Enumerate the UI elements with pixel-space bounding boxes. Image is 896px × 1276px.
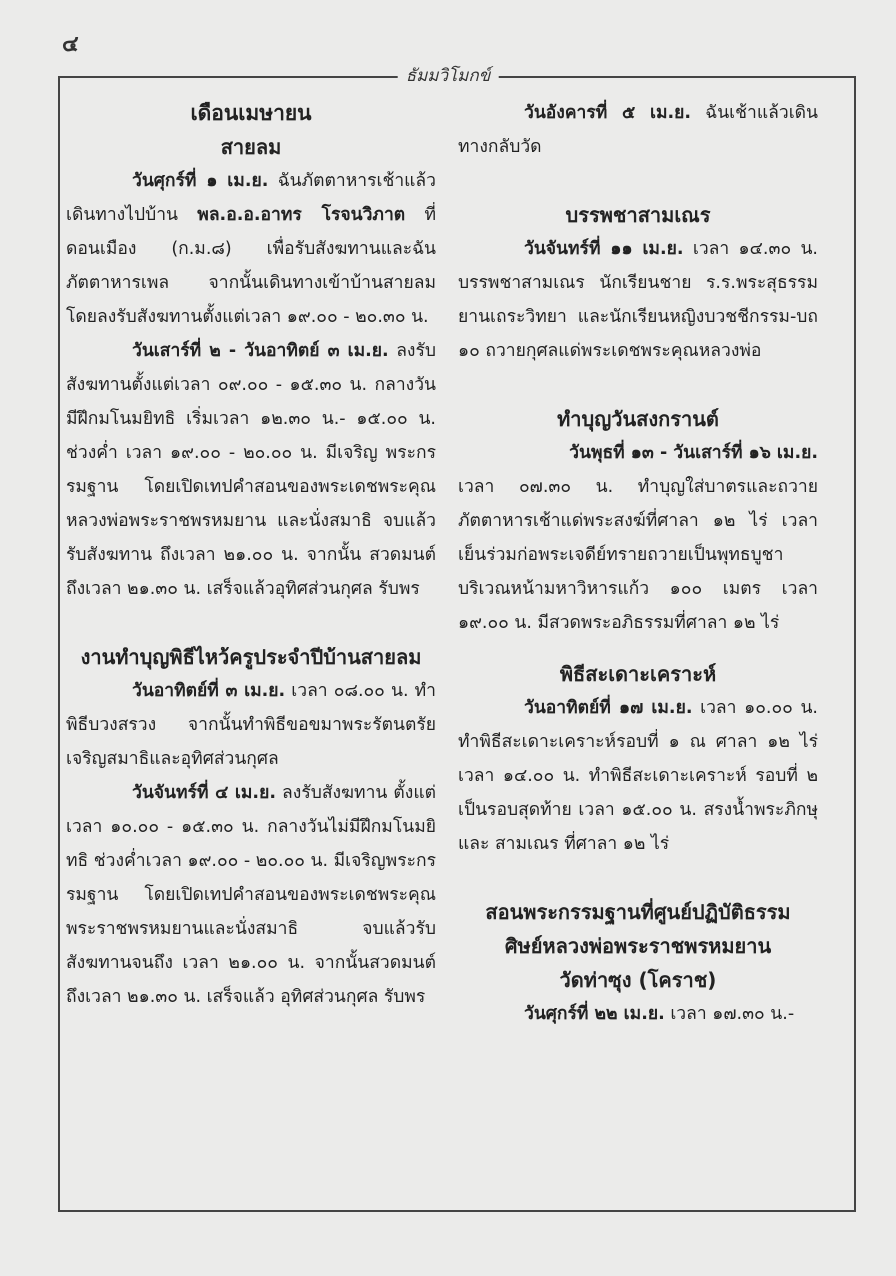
entry-date: วันจันทร์ที่ ๔ เม.ย. [132,783,276,803]
entry-text: เวลา ๐๘.๐๐ น. ทำพิธีบวงสรวง จากนั้นทำพิธีขอขมาพระรัตนตรัย เจริญสมาธิและอุทิศส่วนกุศล [66,681,437,769]
section-heading: บรรพชาสามเณร [565,203,711,227]
entry-date: วันอังคารที่ ๕ เม.ย. [524,103,692,123]
month-heading: เดือนเมษายน [190,101,312,125]
entry-text: ลงรับสังฆทาน ตั้งแต่เวลา ๑๐.๐๐ - ๑๕.๓๐ น. กลางวันไม่มีฝึกมโนมยิทธิ ช่วงค่ำเวลา ๑๙.๐๐ - ๒๐.๐๐ น. มีเจริญพระกรรมฐาน โดยเปิดเทปคำสอนของพระเดชพระคุณพระราชพรหมยานและนั่งสมาธิ จบแล้วรับสังฆทานจนถึง เวลา ๒๑.๐๐ น. จากนั้นสวดมนต์ถึงเวลา ๒๑.๓๐ น. เสร็จแล้ว อุทิศส่วนกุศล รับพร [66,783,436,1007]
entry-text: เวลา ๑๐.๐๐ น. ทำพิธีสะเดาะเคราะห์รอบที่ ๑ ณ ศาลา ๑๒ ไร่ เวลา ๑๔.๐๐ น. ทำพิธีสะเดาะเคราะห์ รอบที่ ๒ เป็นรอบสุดท้าย เวลา ๑๕.๐๐ น. สรงน้ำพระภิกษุ และ สามเณร ที่ศาลา ๑๒ ไร่ [458,698,818,854]
person-name: พล.อ.อ.อาทร โรจนวิภาต [197,205,406,225]
entry-apr-22 [458,997,818,1031]
entry-date: วันอาทิตย์ที่ ๓ เม.ย. [132,681,286,701]
entry-apr-13-16: เวลา ๐๗.๓๐ น. ทำบุญใส่บาตรและถวายภัตตาหารเช้าแด่พระสงฆ์ที่ศาลา ๑๒ ไร่ เวลาเย็นร่วมก่อพระเจดีย์ทรายถวายเป็นพุทธบูชา บริเวณหน้ามหาวิหารแก้ว ๑๐๐ เมตร เวลา ๑๙.๐๐ น. มีสวดพระอภิธรรมที่ศาลา ๑๒ ไร่ [458,477,818,633]
entry-apr-1 [66,164,436,334]
entry-text: เวลา ๑๔.๓๐ น. บรรพชาสามเณร นักเรียนชาย ร.ร.พระสุธรรมยานเถระวิทยา และนักเรียนหญิงบวชชีกรรม-บถ ๑๐ ถวายกุศลแด่พระเดชพระคุณหลวงพ่อ [458,239,818,361]
entry-text: ฉันภัตตาหารเช้าแล้วเดินทางไปบ้าน [66,171,436,225]
location-heading: สายลม [220,135,282,159]
entry-text: ลงรับสังฆทานตั้งแต่เวลา ๐๙.๐๐ - ๑๕.๓๐ น. กลางวันมีฝึกมโนมยิทธิ เริ่มเวลา ๑๒.๓๐ น.- ๑๕.๐๐ น. ช่วงค่ำ เวลา ๑๙.๐๐ - ๒๐.๐๐ น. มีเจริญ พระกรรมฐาน โดยเปิดเทปคำสอนของพระเดชพระคุณหลวงพ่อพระราชพรหมยาน และนั่งสมาธิ จบแล้ว รับสังฆทาน ถึงเวลา ๒๑.๐๐ น. จากนั้น สวดมนต์ ถึงเวลา ๒๑.๓๐ น. เสร็จแล้วอุทิศส่วนกุศล รับพร [66,341,436,599]
section-heading: พิธีสะเดาะเคราะห์ [559,662,717,686]
newsletter-title: ธัมมวิโมกข์ [398,62,499,89]
entry-date: วันอาทิตย์ที่ ๑๗ เม.ย. [524,698,693,718]
entry-apr-4 [66,776,436,1014]
entry-apr-17 [458,691,818,861]
page-number: ๔ [62,32,79,57]
entry-apr-3 [66,674,436,776]
entry-apr-11 [458,232,818,368]
section-heading: สอนพระกรรมฐานที่ศูนย์ปฏิบัติธรรม [485,900,791,924]
section-heading: ทำบุญวันสงกรานต์ [557,407,719,431]
section-heading: งานทำบุญพิธีไหว้ครูประจำปีบ้านสายลม [80,645,422,669]
right-column [458,96,818,1031]
section-heading: ศิษย์หลวงพ่อพระราชพรหมยาน [504,934,772,958]
entry-text: ที่ดอนเมือง (ก.ม.๘) เพื่อรับสังฆทานและฉันภัตตาหารเพล จากนั้นเดินทางเข้าบ้านสายลม โดยลงรับสังฆทานตั้งแต่เวลา ๑๙.๐๐ - ๒๐.๓๐ น. [66,205,436,327]
entry-text: ฉันเช้าแล้วเดินทางกลับวัด [458,103,818,157]
section-heading: วัดท่าซุง (โคราช) [559,968,717,992]
entry-apr-5 [458,96,818,164]
entry-date: วันพุธที่ ๑๓ - วันเสาร์ที่ ๑๖ เม.ย. [569,443,818,463]
entry-apr-2-3 [66,334,436,606]
entry-date: วันเสาร์ที่ ๒ - วันอาทิตย์ ๓ เม.ย. [132,341,389,361]
entry-text: เวลา ๑๗.๓๐ น.- [664,1004,795,1024]
entry-date: วันศุกร์ที่ ๑ เม.ย. [132,171,269,191]
entry-date: วันจันทร์ที่ ๑๑ เม.ย. [524,239,684,259]
left-column [66,96,436,1014]
entry-date: วันศุกร์ที่ ๒๒ เม.ย. [524,1004,665,1024]
